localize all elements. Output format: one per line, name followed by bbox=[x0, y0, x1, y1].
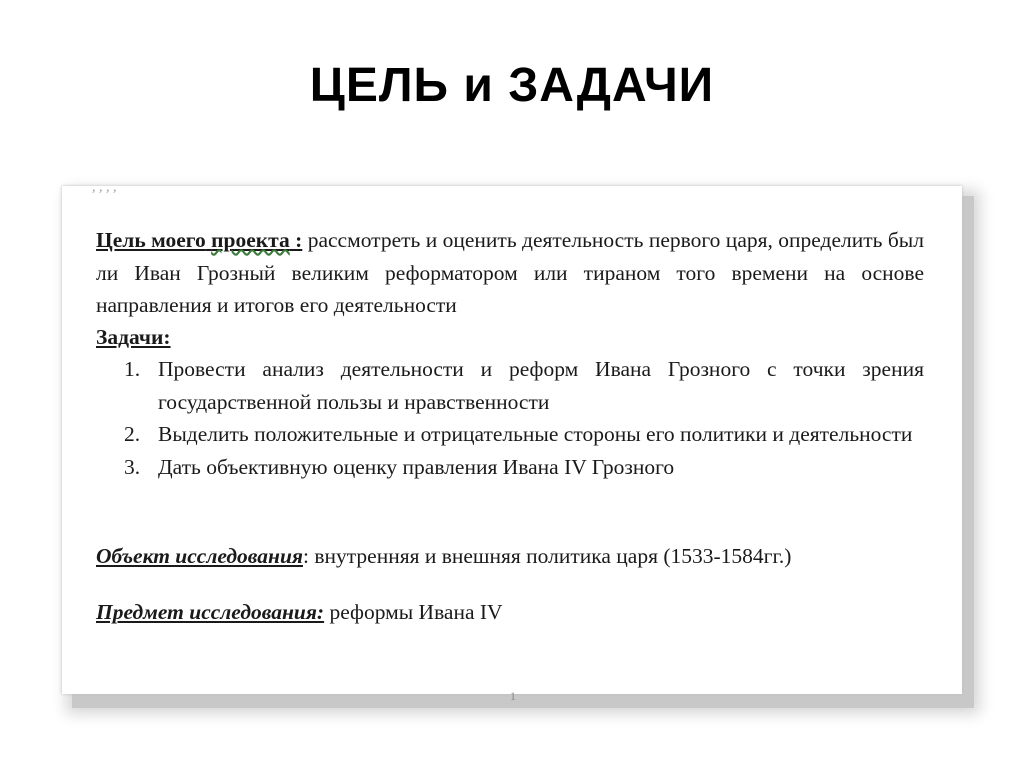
goal-label-word: проекта bbox=[211, 228, 290, 252]
task-item bbox=[96, 418, 924, 451]
document-top-mark: , , , , bbox=[92, 180, 117, 195]
task-text: Дать объективную оценку правления Ивана IV Грозного bbox=[158, 454, 675, 479]
goal-paragraph bbox=[96, 224, 924, 322]
task-number: 2. bbox=[124, 422, 141, 446]
research-object-label: Объект исследования bbox=[96, 544, 303, 568]
task-number: 1. bbox=[124, 357, 141, 381]
task-text: Провести анализ деятельности и реформ Ивана Грозного с точки зрения государственной пользы и нравственности bbox=[158, 357, 924, 414]
document-page bbox=[62, 180, 962, 703]
goal-text: рассмотреть и оценить деятельность первого царя, определить был ли Иван Грозный великим реформатором или тираном того времени на основе направления и итогов его деятельности bbox=[96, 228, 924, 317]
research-subject-label: Предмет исследования: bbox=[96, 600, 325, 624]
goal-label-main: Цель моего bbox=[96, 228, 206, 252]
task-item bbox=[96, 353, 924, 418]
tasks-heading: Задачи: bbox=[96, 325, 171, 349]
research-object-text: : внутренняя и внешняя политика царя (1533-1584гг.) bbox=[302, 544, 792, 568]
goal-label bbox=[96, 228, 302, 252]
goal-label-colon: : bbox=[289, 228, 303, 252]
task-list bbox=[96, 353, 924, 483]
task-number: 3. bbox=[124, 454, 141, 479]
research-subject-text: реформы Ивана IV bbox=[324, 600, 503, 624]
slide-title: ЦЕЛЬ и ЗАДАЧИ bbox=[309, 59, 715, 112]
task-item bbox=[96, 451, 924, 484]
page-number: 1 bbox=[510, 689, 516, 703]
task-text: Выделить положительные и отрицательные стороны его политики и деятельности bbox=[158, 422, 913, 446]
research-object bbox=[96, 540, 924, 573]
research-subject bbox=[96, 596, 924, 629]
